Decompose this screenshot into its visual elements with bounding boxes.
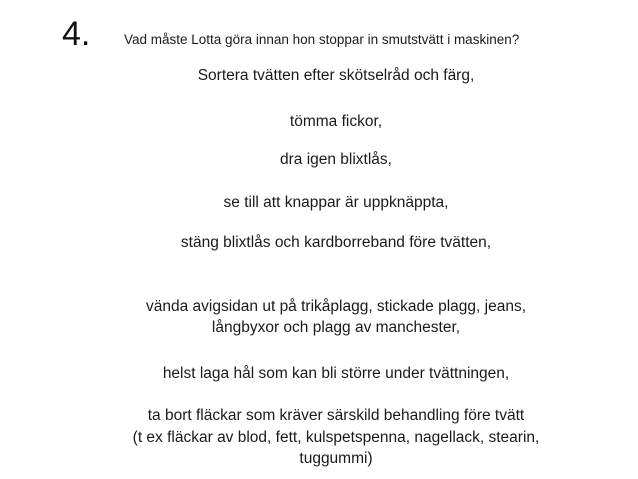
answer-line-zippers: dra igen blixtlås, — [279, 151, 392, 168]
slide-number: 4. — [62, 15, 91, 53]
answer-line-sort: Sortera tvätten efter skötselråd och färg, — [197, 67, 475, 84]
answer-line-inside-out-cont: långbyxor och plagg av manchester, — [211, 319, 461, 336]
answer-line-buttons: se till att knappar är uppknäppta, — [223, 194, 449, 211]
answer-line-pockets: tömma fickor, — [289, 113, 383, 130]
answer-line-stains-examples: (t ex fläckar av blod, fett, kulspetspenna, nagellack, stearin, — [132, 429, 540, 446]
answer-line-stains-examples-end: tuggummi) — [299, 450, 373, 467]
answer-line-holes: helst laga hål som kan bli större under tvättningen, — [162, 365, 510, 382]
answer-line-stains: ta bort fläckar som kräver särskild behandling före tvätt — [147, 407, 525, 424]
answer-line-inside-out: vända avigsidan ut på trikåplagg, stickade plagg, jeans, — [146, 298, 526, 315]
question-heading: Vad måste Lotta göra innan hon stoppar in smutstvätt i maskinen? — [124, 32, 520, 47]
answer-line-velcro: stäng blixtlås och kardborreband före tvätten, — [180, 234, 492, 251]
